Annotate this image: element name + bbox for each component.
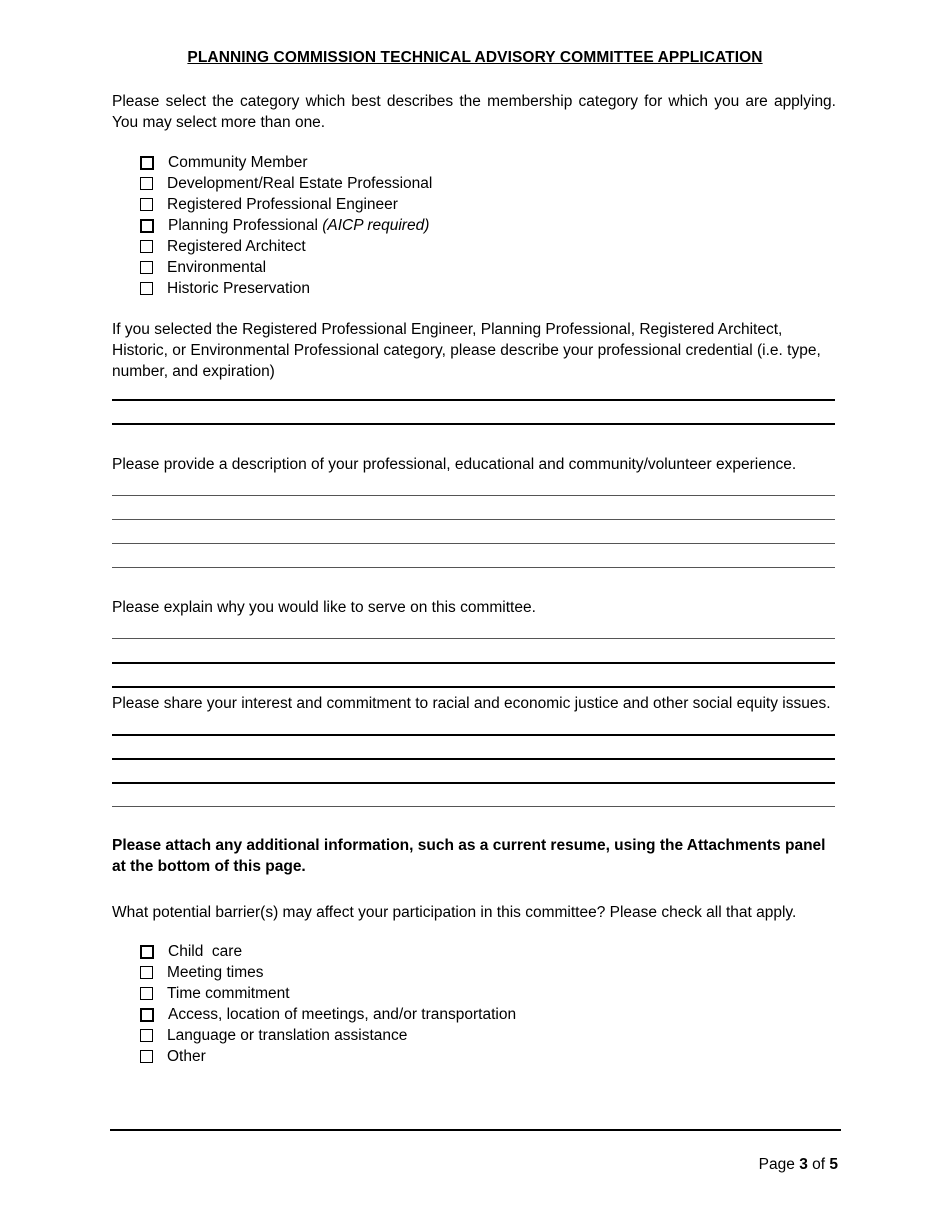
option-label: Registered Professional Engineer [167,196,398,213]
membership-option-development-professional[interactable] [140,173,432,194]
credential-answer-line[interactable] [112,399,835,401]
option-label: Child care [168,943,243,960]
checkbox[interactable] [140,987,153,1000]
equity-prompt: Please share your interest and commitment to racial and economic justice and other social equity issues. [112,695,831,712]
experience-answer-line[interactable] [112,495,835,496]
of-label: of [812,1156,826,1173]
barrier-option-time-commitment[interactable] [140,983,516,1004]
option-label: Time commitment [167,985,290,1002]
membership-option-environmental[interactable] [140,257,432,278]
membership-option-architect[interactable] [140,236,432,257]
equity-answer-line[interactable] [112,782,835,784]
checkbox[interactable] [140,177,153,190]
checkbox[interactable] [140,198,153,211]
membership-option-historic-preservation[interactable] [140,278,432,299]
checkbox[interactable] [140,261,153,274]
page-total: 5 [829,1156,838,1173]
option-label: Historic Preservation [167,280,310,297]
credential-prompt: If you selected the Registered Professional Engineer, Planning Professional, Registered Architect, Historic, or Environmental Professional category, please describe your professional credential (i.e. type, number, and expiration) [112,321,821,380]
experience-prompt: Please provide a description of your professional, educational and community/volunteer experience. [112,456,797,473]
page-label: Page [758,1156,795,1173]
page-current: 3 [799,1156,808,1173]
checkbox[interactable] [140,966,153,979]
option-label: Access, location of meetings, and/or transportation [168,1006,517,1023]
barrier-option-access-transportation[interactable] [140,1004,516,1025]
membership-prompt: Please select the category which best describes the membership category for which you are applying. You may select more than one. [112,93,836,131]
option-label: Development/Real Estate Professional [167,175,433,192]
form-title: PLANNING COMMISSION TECHNICAL ADVISORY COMMITTEE APPLICATION [187,49,763,66]
equity-answer-line[interactable] [112,734,835,736]
membership-option-community-member[interactable] [140,152,432,173]
why-answer-line[interactable] [112,638,835,639]
aicp-note: (AICP required) [322,217,430,234]
equity-answer-line[interactable] [112,758,835,760]
membership-checkbox-list [140,152,432,299]
why-answer-line[interactable] [112,662,835,664]
barrier-option-language-assistance[interactable] [140,1025,516,1046]
membership-option-engineer[interactable] [140,194,432,215]
checkbox[interactable] [140,1029,153,1042]
barrier-option-child-care[interactable] [140,941,516,962]
experience-answer-line[interactable] [112,567,835,568]
experience-answer-line[interactable] [112,519,835,520]
option-label: Community Member [168,154,308,171]
checkbox[interactable] [140,1008,154,1022]
barriers-prompt: What potential barrier(s) may affect your participation in this committee? Please check all that apply. [112,904,797,921]
checkbox[interactable] [140,945,154,959]
option-label: Language or translation assistance [167,1027,408,1044]
experience-answer-line[interactable] [112,543,835,544]
attachments-note: Please attach any additional information, such as a current resume, using the Attachments panel at the bottom of this page. [112,837,826,875]
page-number [759,1154,838,1175]
option-label: Environmental [167,259,267,276]
equity-answer-line[interactable] [112,806,835,807]
option-label: Planning Professional [168,217,318,234]
option-label: Registered Architect [167,238,306,255]
membership-option-planning-professional[interactable] [140,215,432,236]
checkbox[interactable] [140,240,153,253]
barriers-checkbox-list [140,941,516,1067]
checkbox[interactable] [140,156,154,170]
option-label: Other [167,1048,206,1065]
why-serve-prompt: Please explain why you would like to serve on this committee. [112,599,536,616]
barrier-option-other[interactable] [140,1046,516,1067]
checkbox[interactable] [140,282,153,295]
credential-answer-line[interactable] [112,423,835,425]
checkbox[interactable] [140,219,154,233]
barrier-option-meeting-times[interactable] [140,962,516,983]
why-answer-line[interactable] [112,686,835,688]
checkbox[interactable] [140,1050,153,1063]
footer-rule [110,1129,841,1131]
option-label: Meeting times [167,964,264,981]
